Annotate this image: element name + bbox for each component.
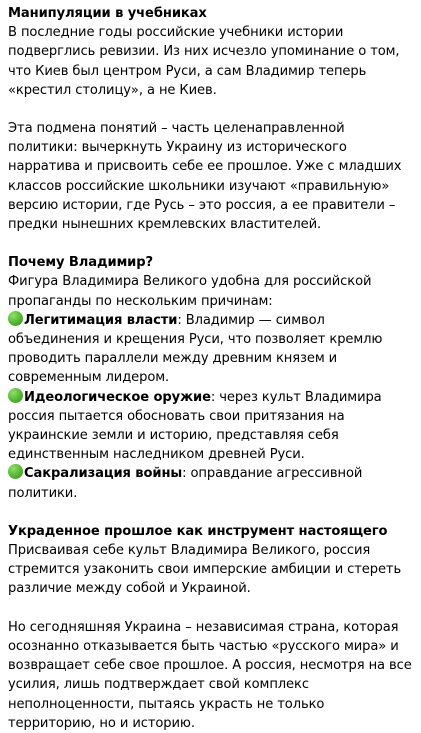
list-item-legitimation xyxy=(8,311,413,388)
bullet-text: : оправдание агрессивной политики. xyxy=(8,466,363,501)
green-circle-icon xyxy=(8,311,23,326)
spacer xyxy=(8,100,413,119)
bullet-text: : Владимир — символ объединения и крещения Руси, что позволяет кремлю проводить параллели между древним князем и современным лидером. xyxy=(8,312,383,386)
paragraph-revision: В последние годы российские учебники истории подверглись ревизии. Из них исчезло упоминание о том, что Киев был центром Руси, а сам Владимир теперь «крестил столицу», а не Киев. xyxy=(8,25,400,98)
bullet-label: Идеологическое оружие xyxy=(24,389,211,405)
bullet-label: Легитимация власти xyxy=(24,312,178,328)
bullet-text: : через культ Владимира россия пытается обосновать свои притязания на украинские земли и историю, представляя себя единственным наследником древней Руси. xyxy=(8,389,382,463)
spacer xyxy=(8,599,413,618)
section-heading-manipulations: Манипуляции в учебниках xyxy=(8,6,207,21)
paragraph-reasons-intro: Фигура Владимира Великого удобна для российской пропаганды по нескольким причинам: xyxy=(8,274,372,309)
spacer xyxy=(8,503,413,522)
paragraph-independent-ukraine: Но сегодняшняя Украина – независимая страна, которая осознанно отказывается быть частью «русского мира» и возвращает себе свое прошлое. А россия, несмотря на все усилия, лишь подтверждает свой комплекс неполноценности, пытаясь украсть не только территорию, но и историю. xyxy=(8,619,412,731)
bullet-label: Сакрализация войны xyxy=(24,466,183,482)
paragraph-imperial-ambitions: Присваивая себе культ Владимира Великого, россия стремится узаконить свои имперские амбиции и стереть различие между собой и Украиной. xyxy=(8,543,402,597)
paragraph-substitution: Эта подмена понятий – часть целенаправленной политики: вычеркнуть Украину из исторического нарратива и присвоить себе ее прошлое. Уже с младших классов российские школьники изучают «правильную» версию истории, где Русь – это россия, а ее правители – предки нынешних кремлевских властителей. xyxy=(8,121,402,233)
spacer xyxy=(8,234,413,253)
green-circle-icon xyxy=(8,464,23,479)
list-item-sacralization xyxy=(8,464,413,502)
section-heading-why-vladimir: Почему Владимир? xyxy=(8,255,154,271)
section-heading-stolen-past: Украденное прошлое как инструмент настоящего xyxy=(8,523,388,539)
green-circle-icon xyxy=(8,388,23,403)
list-item-ideology xyxy=(8,388,413,465)
